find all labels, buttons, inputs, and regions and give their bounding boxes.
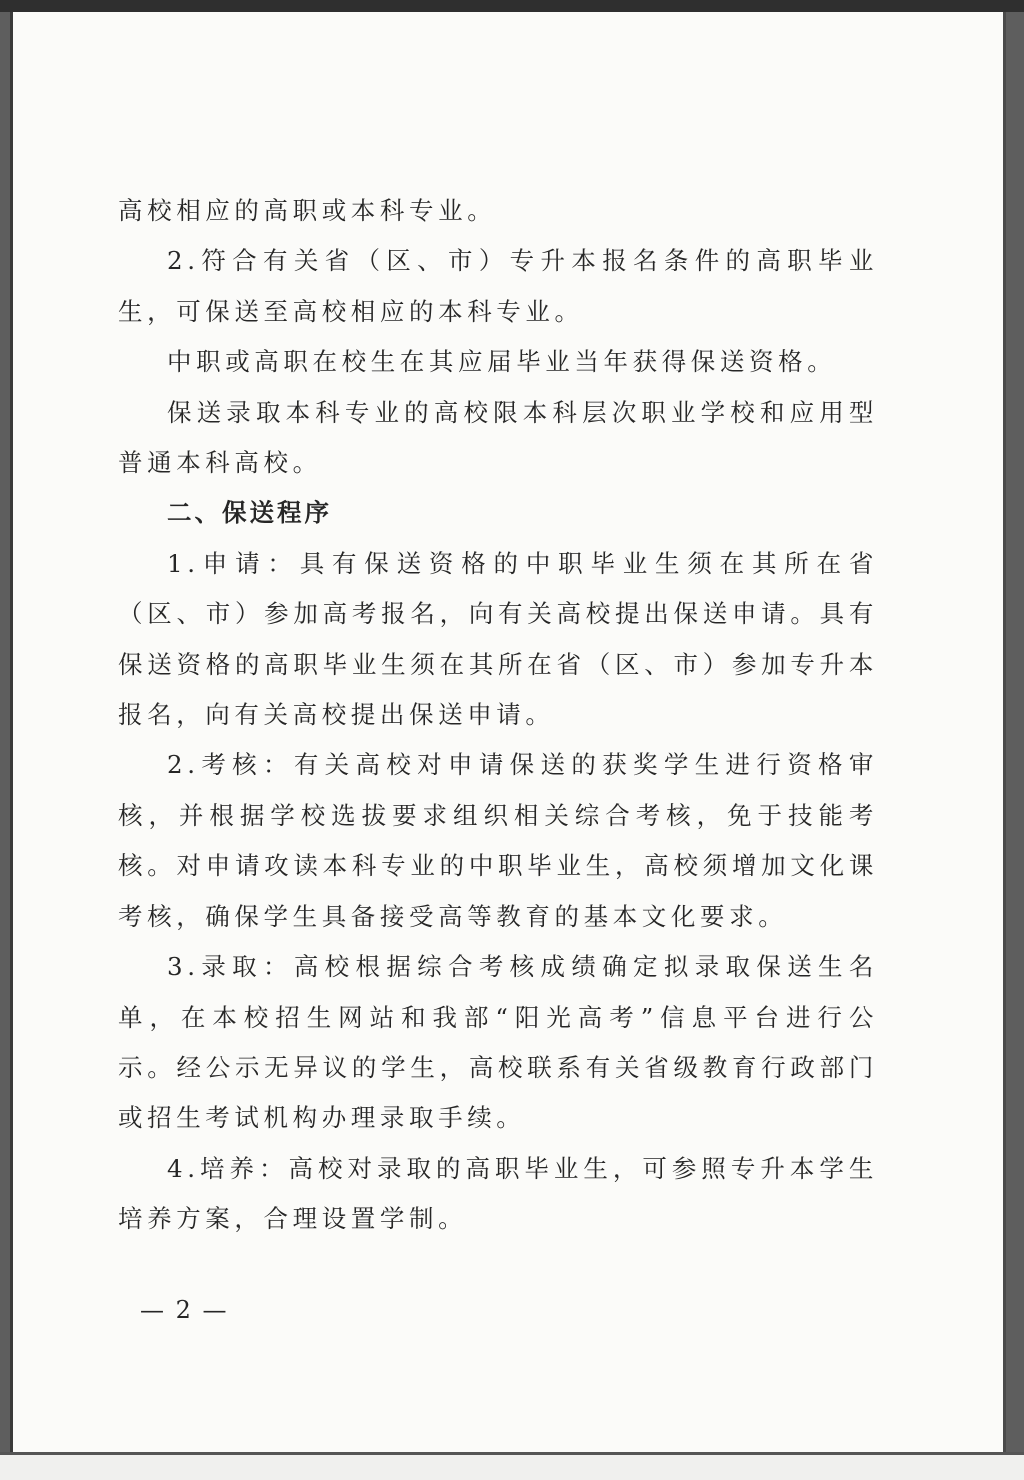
document-body (118, 186, 878, 1245)
next-page-edge (0, 1452, 1024, 1480)
paragraph-assessment: 2.考核：有关高校对申请保送的获奖学生进行资格审核，并根据学校选拔要求组织相关综合考核，免于技能考核。对申请攻读本科专业的中职毕业生，高校须增加文化课考核，确保学生具备接受高等教育的基本文化要求。 (118, 750, 878, 931)
top-scan-edge (0, 0, 1024, 12)
paragraph-item-2-undergraduate: 2.符合有关省（区、市）专升本报名条件的高职毕业生，可保送至高校相应的本科专业。 (118, 246, 878, 326)
paragraph-admission: 3.录取：高校根据综合考核成绩确定拟录取保送生名单，在本校招生网站和我部“阳光高考”信息平台进行公示。经公示无异议的学生，高校联系有关省级教育行政部门或招生考试机构办理录取手续。 (118, 952, 878, 1133)
page-number: — 2 — (140, 1296, 229, 1324)
paragraph-application: 1.申请：具有保送资格的中职毕业生须在其所在省（区、市）参加高考报名，向有关高校提出保送申请。具有保送资格的高职毕业生须在其所在省（区、市）参加专升本报名，向有关高校提出保送申请。 (118, 548, 878, 730)
paragraph-qualification-timing: 中职或高职在校生在其应届毕业当年获得保送资格。 (167, 347, 837, 377)
section-heading-procedure: 二、保送程序 (167, 498, 332, 528)
paragraph-continuation: 高校相应的高职或本科专业。 (118, 196, 497, 225)
paragraph-training: 4.培养：高校对录取的高职毕业生，可参照专升本学生培养方案，合理设置学制。 (118, 1153, 878, 1234)
paragraph-school-restriction: 保送录取本科专业的高校限本科层次职业学校和应用型普通本科高校。 (118, 397, 878, 478)
